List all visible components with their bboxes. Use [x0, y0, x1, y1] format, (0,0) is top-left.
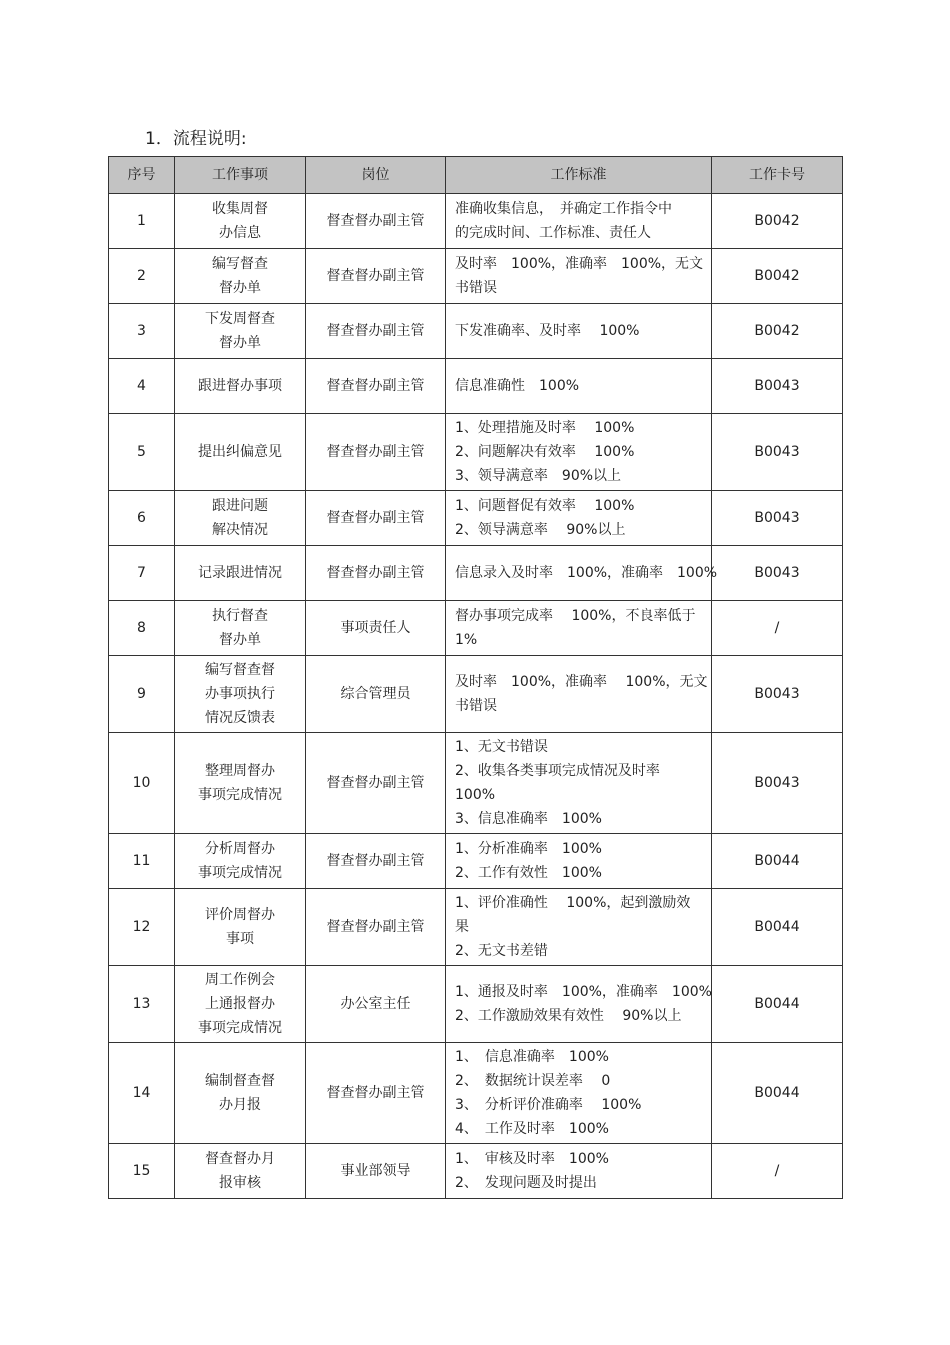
cell-standard — [446, 491, 712, 546]
standard-line: 信息准确性 100% — [455, 378, 580, 394]
cell-item: 执行督查 督办单 — [175, 601, 306, 656]
cell-no: 1 — [109, 194, 175, 249]
cell-role: 事业部领导 — [306, 1144, 446, 1199]
cell-no: 8 — [109, 601, 175, 656]
header-item: 工作事项 — [175, 157, 306, 194]
cell-role: 督查督办副主管 — [306, 546, 446, 601]
cell-no: 9 — [109, 656, 175, 733]
section-heading: 1．流程说明: — [145, 129, 247, 149]
cell-standard — [446, 546, 718, 601]
cell-no: 14 — [109, 1043, 175, 1144]
standard-line: 2、 数据统计误差率 0 — [455, 1073, 611, 1089]
standard-line: 2、工作激励效果有效性 90%以上 — [455, 1008, 682, 1024]
standard-line: 下发准确率、及时率 100% — [455, 323, 640, 339]
cell-role: 督查督办副主管 — [306, 1043, 446, 1144]
standard-line: 1、通报及时率 100%，准确率 100% — [455, 984, 712, 1000]
cell-item: 编写督查 督办单 — [175, 249, 306, 304]
cell-standard — [446, 414, 712, 491]
cell-item: 编写督查督 办事项执行 情况反馈表 — [175, 656, 306, 733]
cell-standard — [446, 834, 712, 889]
cell-item: 跟进督办事项 — [175, 359, 306, 414]
cell-item: 周工作例会 上通报督办 事项完成情况 — [175, 966, 306, 1043]
cell-item: 编制督查督 办月报 — [175, 1043, 306, 1144]
standard-line: 100% — [455, 787, 496, 803]
cell-standard — [446, 656, 712, 733]
table-row — [109, 249, 843, 304]
cell-role: 督查督办副主管 — [306, 733, 446, 834]
standard-line: 1% — [455, 632, 478, 648]
cell-role: 督查督办副主管 — [306, 491, 446, 546]
standard-line: 1、 审核及时率 100% — [455, 1151, 609, 1167]
cell-no: 13 — [109, 966, 175, 1043]
standard-line: 4、 工作及时率 100% — [455, 1121, 609, 1137]
cell-card: B0042 — [712, 194, 843, 249]
cell-standard — [446, 1043, 712, 1144]
cell-role: 事项责任人 — [306, 601, 446, 656]
cell-standard — [446, 304, 712, 359]
cell-item: 提出纠偏意见 — [175, 414, 306, 491]
header-standard: 工作标准 — [446, 157, 712, 194]
cell-card: B0042 — [712, 304, 843, 359]
standard-line: 1、分析准确率 100% — [455, 841, 602, 857]
table-row — [109, 491, 843, 546]
table-row — [109, 1043, 843, 1144]
cell-standard — [446, 359, 712, 414]
table-row — [109, 304, 843, 359]
standard-line: 2、领导满意率 90%以上 — [455, 522, 626, 538]
standard-line: 1、 信息准确率 100% — [455, 1049, 609, 1065]
standard-line: 及时率 100%，准确率 100%，无文 — [455, 674, 708, 690]
standard-line: 2、无文书差错 — [455, 943, 548, 959]
cell-no: 2 — [109, 249, 175, 304]
cell-standard — [446, 1144, 712, 1199]
standard-line: 的完成时间、工作标准、责任人 — [455, 225, 651, 241]
cell-card: B0044 — [712, 834, 843, 889]
cell-no: 7 — [109, 546, 175, 601]
cell-card: B0044 — [712, 1043, 843, 1144]
cell-role: 督查督办副主管 — [306, 359, 446, 414]
cell-role: 督查督办副主管 — [306, 249, 446, 304]
standard-line: 3、信息准确率 100% — [455, 811, 602, 827]
standard-line: 督办事项完成率 100%，不良率低于 — [455, 608, 696, 624]
standard-line: 2、收集各类事项完成情况及时率 — [455, 763, 660, 779]
cell-item: 记录跟进情况 — [175, 546, 306, 601]
cell-no: 12 — [109, 889, 175, 966]
header-card: 工作卡号 — [712, 157, 843, 194]
table-row — [109, 414, 843, 491]
cell-item: 整理周督办 事项完成情况 — [175, 733, 306, 834]
standard-line: 准确收集信息， 并确定工作指令中 — [455, 201, 672, 217]
table-row — [109, 656, 843, 733]
table-row — [109, 733, 843, 834]
cell-item: 评价周督办 事项 — [175, 889, 306, 966]
cell-role: 办公室主任 — [306, 966, 446, 1043]
cell-item: 督查督办月 报审核 — [175, 1144, 306, 1199]
cell-standard — [446, 733, 712, 834]
table-header-row — [109, 157, 843, 194]
cell-no: 6 — [109, 491, 175, 546]
standard-line: 1、评价准确性 100%，起到激励效 — [455, 895, 691, 911]
standard-line: 3、 分析评价准确率 100% — [455, 1097, 642, 1113]
cell-item: 分析周督办 事项完成情况 — [175, 834, 306, 889]
cell-standard — [446, 194, 712, 249]
standard-line: 信息录入及时率 100%，准确率 100% — [455, 565, 718, 581]
cell-no: 3 — [109, 304, 175, 359]
cell-card: B0043 — [712, 656, 843, 733]
standard-line: 果 — [455, 919, 469, 935]
table-row — [109, 601, 843, 656]
standard-line: 2、问题解决有效率 100% — [455, 444, 635, 460]
cell-standard — [446, 601, 712, 656]
cell-card: / — [712, 601, 843, 656]
cell-item: 收集周督 办信息 — [175, 194, 306, 249]
standard-line: 2、 发现问题及时提出 — [455, 1175, 597, 1191]
standard-line: 1、处理措施及时率 100% — [455, 420, 635, 436]
cell-no: 10 — [109, 733, 175, 834]
table-row — [109, 966, 843, 1043]
cell-role: 督查督办副主管 — [306, 834, 446, 889]
cell-role: 督查督办副主管 — [306, 414, 446, 491]
cell-role: 督查督办副主管 — [306, 889, 446, 966]
cell-card: B0043 — [712, 546, 843, 601]
standard-line: 2、工作有效性 100% — [455, 865, 602, 881]
table-row — [109, 194, 843, 249]
cell-role: 督查督办副主管 — [306, 304, 446, 359]
process-table — [108, 156, 843, 1199]
cell-no: 15 — [109, 1144, 175, 1199]
cell-standard — [446, 889, 712, 966]
header-no: 序号 — [109, 157, 175, 194]
cell-no: 11 — [109, 834, 175, 889]
cell-card: B0043 — [712, 733, 843, 834]
cell-card: B0044 — [712, 966, 843, 1043]
cell-no: 4 — [109, 359, 175, 414]
table-row — [109, 359, 843, 414]
table-row — [109, 1144, 843, 1199]
cell-standard — [446, 966, 712, 1043]
cell-item: 下发周督查 督办单 — [175, 304, 306, 359]
cell-role: 综合管理员 — [306, 656, 446, 733]
header-role: 岗位 — [306, 157, 446, 194]
standard-line: 及时率 100%，准确率 100%，无文 — [455, 256, 704, 272]
table-row — [109, 546, 843, 601]
cell-card: B0042 — [712, 249, 843, 304]
cell-card: B0043 — [712, 359, 843, 414]
cell-card: / — [712, 1144, 843, 1199]
standard-line: 书错误 — [455, 280, 497, 296]
cell-item: 跟进问题 解决情况 — [175, 491, 306, 546]
standard-line: 书错误 — [455, 698, 497, 714]
standard-line: 1、无文书错误 — [455, 739, 548, 755]
cell-card: B0044 — [712, 889, 843, 966]
table-row — [109, 889, 843, 966]
cell-no: 5 — [109, 414, 175, 491]
cell-card: B0043 — [712, 491, 843, 546]
cell-standard — [446, 249, 712, 304]
cell-role: 督查督办副主管 — [306, 194, 446, 249]
table-row — [109, 834, 843, 889]
standard-line: 1、问题督促有效率 100% — [455, 498, 635, 514]
standard-line: 3、领导满意率 90%以上 — [455, 468, 622, 484]
cell-card: B0043 — [712, 414, 843, 491]
